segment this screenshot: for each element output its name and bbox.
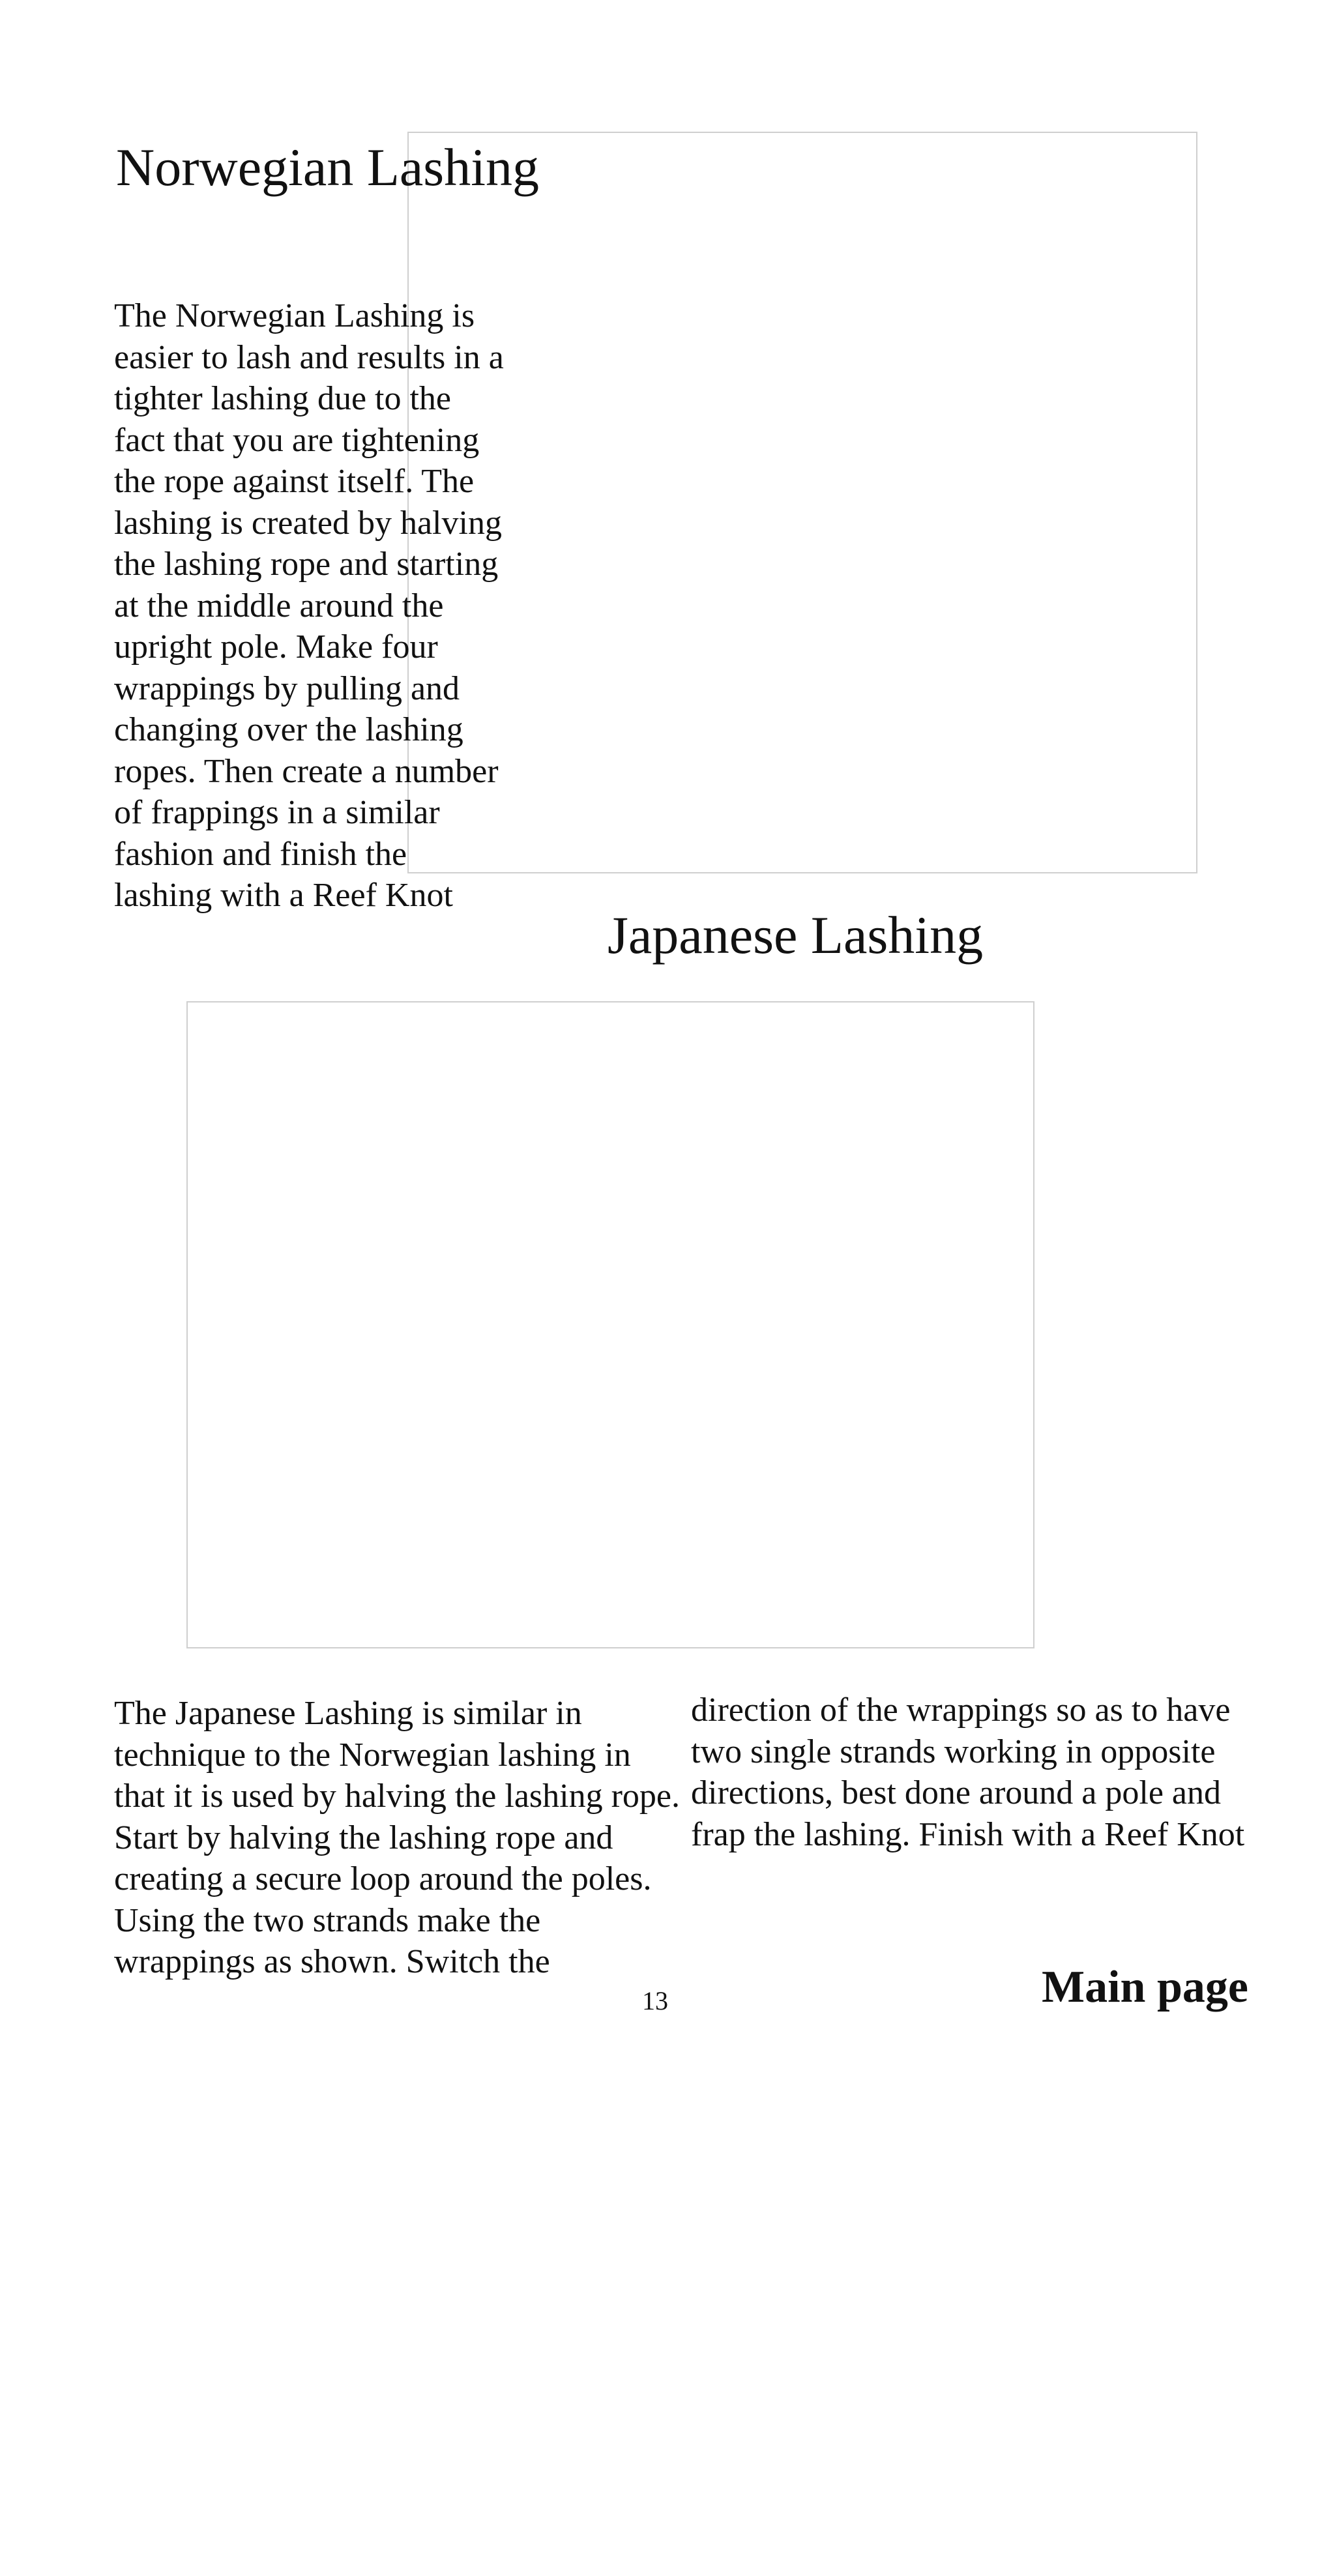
page-number: 13 [642, 1986, 668, 2015]
japanese-lashing-description-column-2: direction of the wrappings so as to have two single strands working in opposite directions, best done around a pole and frap the lashing. Finish with a Reef Knot [691, 1691, 1245, 1853]
main-page-link[interactable]: Main page [1042, 1962, 1248, 2012]
norwegian-lashing-title: Norwegian Lashing [116, 138, 539, 197]
japanese-lashing-description-column-1: The Japanese Lashing is similar in technique to the Norwegian lashing in that it is used by halving the lashing rope. Start by halving the lashing rope and creating a secure loop around the poles. Using the two strands make the wrappings as shown. Switch the [114, 1695, 680, 1980]
norwegian-lashing-image [407, 132, 1197, 873]
japanese-lashing-image [186, 1001, 1034, 1648]
japanese-lashing-title: Japanese Lashing [608, 905, 984, 965]
norwegian-lashing-description: The Norwegian Lashing is easier to lash and results in a tighter lashing due to the fact that you are tightening the rope against itself. The lashing is created by halving the lashing rope and starting at the middle around the upright pole. Make four wrappings by pulling and changing over the lashing ropes. Then create a number of frappings in a similar fashion and finish the lashing with a Reef Knot [114, 297, 504, 914]
